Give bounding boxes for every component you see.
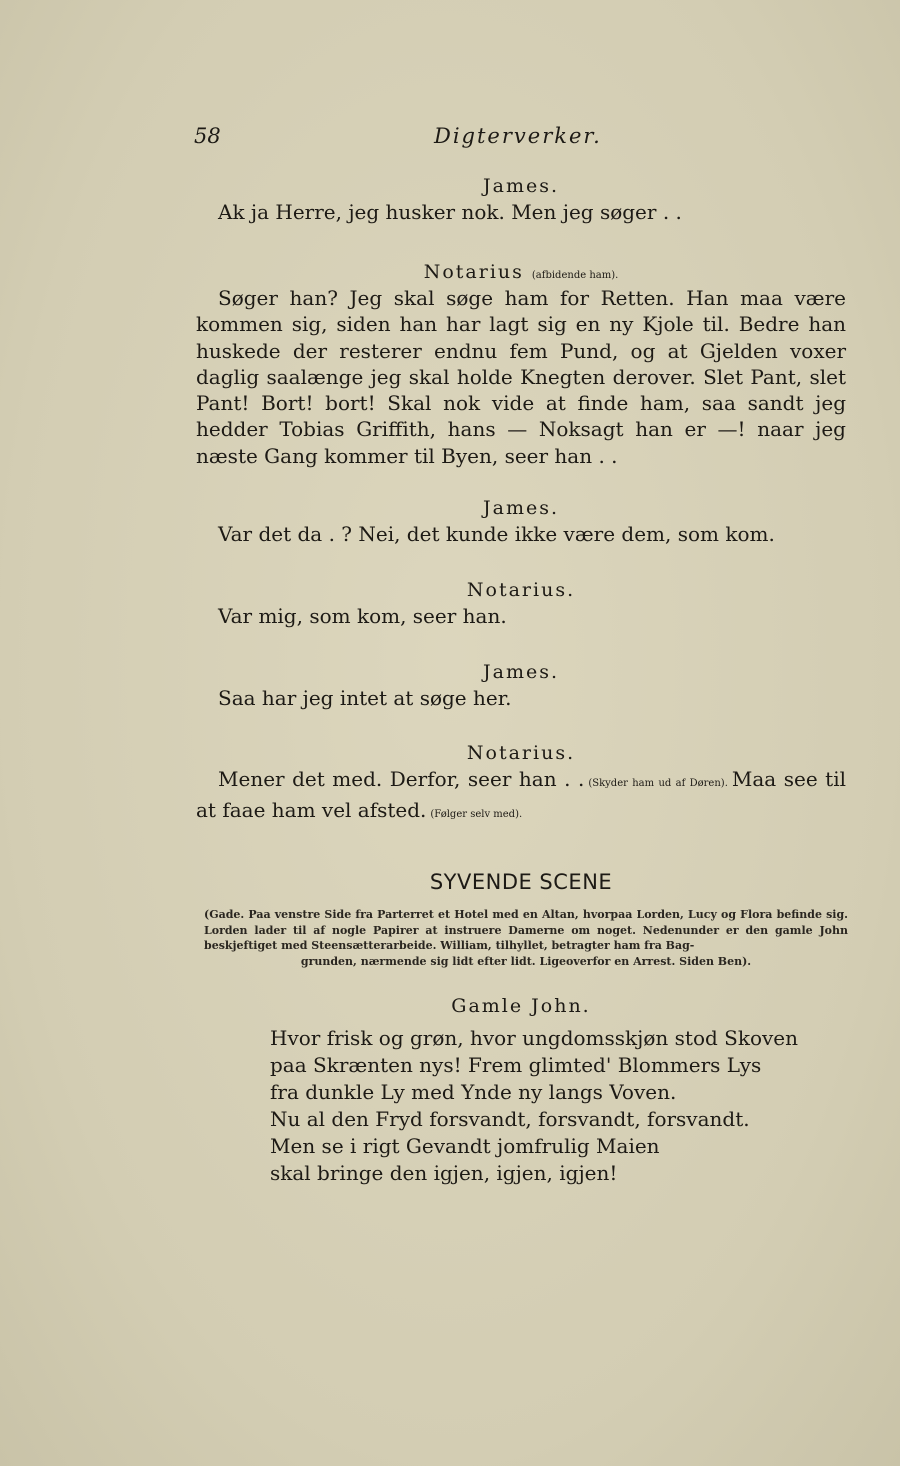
speech-block [196,497,846,547]
verse-line: Hvor frisk og grøn, hvor ungdomsskjøn stod Skoven [270,1026,799,1050]
stage-note: (afbidende ham). [531,270,619,281]
scene-title: SYVENDE SCENE [429,870,613,894]
stage-direction-last-line: grunden, nærmende sig lidt efter lidt. Ligeoverfor en Arrest. Siden Ben). [300,954,752,968]
verse-line: skal bringe den igjen, igjen, igjen! [270,1161,618,1185]
speech-block [196,742,846,829]
speaker-name: Gamle John. [451,995,591,1017]
speaker-name: Notarius. [466,742,576,764]
speech-text-part: Maa see til at faae ham vel afsted. [196,767,846,823]
stage-note: (Følger selv med). [430,809,523,821]
speech-block [196,261,846,469]
speech-block [196,579,846,629]
speaker-name: James. [483,175,559,197]
speech-text-part: Mener det med. Derfor, seer han . . [218,767,585,791]
speech-text: Søger han? Jeg skal søge ham for Retten. Han maa være kommen sig, siden han har lagt sig en ny Kjole til. Bedre han huskede der resterer endnu fem Pund, og at Gjelden voxer daglig saalænge jeg skal holde Knegten derover. Slet Pant, slet Pant! Bort! bort! Skal nok vide at finde ham, saa sandt jeg hedder Tobias Griffith, hans — Noksagt han er —! naar jeg næste Gang kommer til Byen, seer han . . [196,286,846,468]
speech-block [196,661,846,711]
verse-line: fra dunkle Ly med Ynde ny langs Voven. [270,1080,677,1104]
speaker-name: Notarius. [466,579,576,601]
page-number: 58 [194,124,221,148]
speaker-line [196,261,846,285]
verse-line: Men se i rigt Gevandt jomfrulig Maien [270,1134,660,1158]
speaker-name: James. [483,661,559,683]
speech-text [196,766,846,829]
speaker-name: James. [483,497,559,519]
verse-block [270,1025,830,1187]
speaker-name: Notarius [423,261,524,283]
stage-direction-text: (Gade. Paa venstre Side fra Parterret et Hotel med en Altan, hvorpaa Lorden, Lucy og Flora befinde sig. Lorden lader til af nogle Papirer at instruere Damerne om noget. Nedenunder er den gamle John beskjeftiget med Steensætterarbeide. William, tilhyllet, betragter ham fra Bag- [204,908,848,952]
verse-line: paa Skrænten nys! Frem glimted' Blommers Lys [270,1053,762,1077]
speech-block [196,175,846,225]
running-title: Digterverker. [434,124,602,148]
speech-text: Ak ja Herre, jeg husker nok. Men jeg søger . . [218,200,682,224]
speech-block [196,995,846,1019]
page-header [194,124,844,154]
stage-note: (Skyder ham ud af Døren). [588,778,728,789]
stage-direction [204,907,848,969]
speech-text: Var mig, som kom, seer han. [218,604,507,628]
verse-line: Nu al den Fryd forsvandt, forsvandt, forsvandt. [270,1107,750,1131]
speech-text: Saa har jeg intet at søge her. [218,686,512,710]
speech-text: Var det da . ? Nei, det kunde ikke være dem, som kom. [218,522,775,546]
